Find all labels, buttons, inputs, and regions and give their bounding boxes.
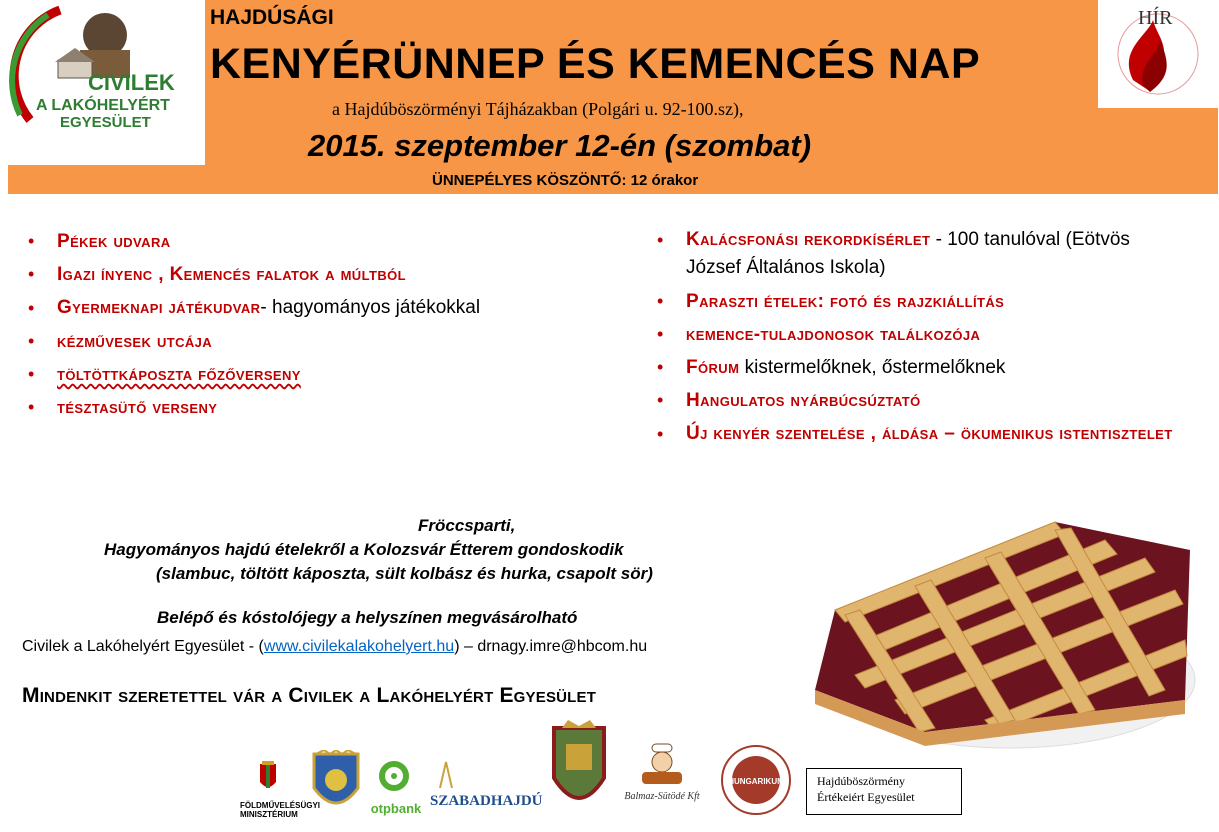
otpbank-name: otpbank — [370, 801, 422, 816]
contact-line — [22, 638, 647, 656]
list-item — [28, 259, 618, 290]
list-item — [657, 286, 1187, 317]
ministry-logo — [240, 760, 321, 820]
program-title: töltöttkáposzta főzőverseny — [57, 364, 301, 385]
program-detail: - 100 tanulóval (Eötvös József Általános Iskola) — [686, 229, 1130, 278]
hungarikum-name: HUNGARIKUM — [728, 777, 784, 786]
program-title: Új kenyér szentelése , áldása – ökumenikus istentisztelet — [686, 423, 1173, 444]
header-subtitle: HAJDÚSÁGI — [210, 6, 334, 29]
list-item — [28, 226, 618, 257]
program-title: kemence-tulajdonosok találkozója — [686, 324, 981, 345]
szabadhajdu-name: SZABADHAJDÚ — [430, 793, 543, 809]
program-title: Fórum — [686, 357, 740, 378]
program-title: Pékek udvara — [57, 231, 171, 252]
program-title: Hangulatos nyárbúcsúztató — [686, 390, 921, 411]
list-item — [657, 352, 1187, 383]
hir-logo — [1098, 0, 1218, 108]
program-detail: - hagyományos játékokkal — [260, 297, 481, 318]
event-date: 2015. szeptember 12-én (szombat) — [308, 128, 812, 163]
menu-text: (slambuc, töltött káposzta, sült kolbász és hurka, csapolt sör) — [156, 564, 653, 583]
page-title: KENYÉRÜNNEP ÉS KEMENCÉS NAP — [210, 40, 981, 88]
venue-text: a Hajdúböszörményi Tájházakban (Polgári u. 92-100.sz), — [332, 99, 744, 119]
balmaz-name: Balmaz-Sütödé Kft — [624, 791, 700, 802]
box-line-1: Hajdúböszörmény — [817, 774, 905, 788]
logo-civilek-text: CIVILEK — [88, 70, 175, 95]
program-title: tésztasütő verseny — [57, 397, 218, 418]
list-item — [657, 385, 1187, 416]
greeting-time: ÜNNEPÉLYES KÖSZÖNTŐ: 12 órakor — [432, 172, 699, 189]
program-list-left — [28, 226, 618, 423]
logo-egyesulet-text: EGYESÜLET — [60, 114, 151, 131]
catering-text: Hagyományos hajdú ételekről a Kolozsvár Étterem gondoskodik — [104, 540, 624, 559]
contact-email: ) – drnagy.imre@hbcom.hu — [454, 638, 648, 655]
ministry-name: FÖLDMŰVELÉSÜGYI MINISZTÉRIUM — [240, 801, 321, 819]
ticket-text: Belépő és kóstolójegy a helyszínen megvásárolható — [157, 608, 578, 627]
froccsparti-text: Fröccsparti, — [418, 516, 516, 535]
program-title: Gyermeknapi játékudvar — [57, 297, 261, 318]
program-list-right — [657, 226, 1187, 448]
hungarikum-logo — [716, 744, 796, 818]
box-line-2: Értékeiért Egyesület — [817, 790, 915, 804]
otpbank-logo — [368, 760, 424, 816]
list-item — [28, 326, 618, 357]
program-title: Kalácsfonási rekordkísérlet — [686, 229, 931, 250]
county-crest-icon — [548, 720, 610, 812]
program-title: Paraszti ételek: fotó és rajzkiállítás — [686, 291, 1005, 312]
list-item — [28, 392, 618, 423]
list-item — [657, 319, 1187, 350]
szabadhajdu-logo — [430, 758, 543, 818]
logo-lakohelyert-text: A LAKÓHELYÉRT — [36, 97, 170, 114]
balmaz-sutode-logo — [622, 740, 702, 820]
town-crest-icon — [308, 750, 364, 816]
list-item — [657, 420, 1187, 448]
ertekeiert-box — [806, 768, 962, 815]
contact-prefix: Civilek a Lakóhelyért Egyesület - ( — [22, 638, 264, 655]
civilek-logo — [0, 0, 205, 165]
program-title: Igazi ínyenc , Kemencés falatok a múltból — [57, 264, 406, 285]
cherry-pie-photo — [805, 510, 1197, 760]
list-item — [657, 226, 1187, 282]
program-detail: kistermelőknek, őstermelőknek — [739, 357, 1006, 378]
website-link[interactable]: www.civilekalakohelyert.hu — [263, 638, 455, 655]
hir-text: HÍR — [1138, 7, 1173, 29]
program-title: kézművesek utcája — [57, 331, 213, 352]
welcome-text: Mindenkit szeretettel vár a Civilek a Lakóhelyért Egyesület — [22, 684, 597, 707]
list-item — [28, 359, 618, 390]
list-item — [28, 294, 618, 322]
